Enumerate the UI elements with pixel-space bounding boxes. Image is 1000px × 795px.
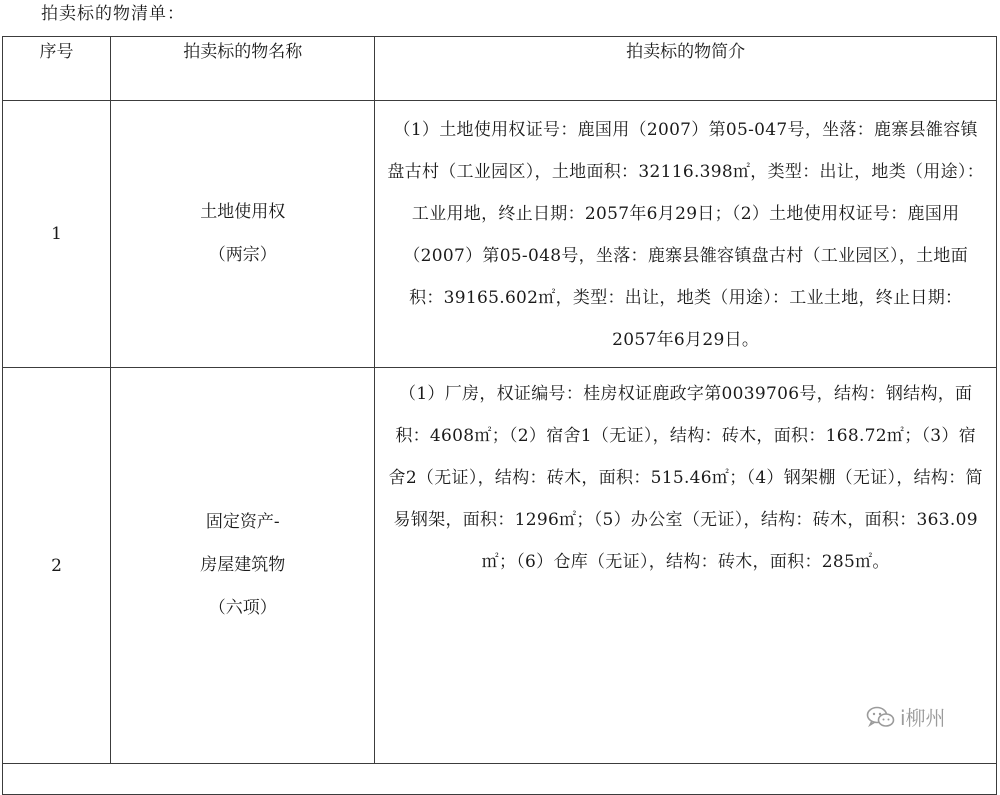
header-item-name: 拍卖标的物名称 [111, 37, 375, 101]
header-serial-number: 序号 [3, 37, 111, 101]
item-name-line: 土地使用权 [200, 202, 286, 222]
row-serial-number: 2 [3, 368, 111, 764]
row-serial-number: 1 [3, 101, 111, 368]
item-name-line: 固定资产- [205, 512, 280, 532]
wechat-icon [866, 705, 896, 729]
row-item-description: （1）厂房，权证编号：桂房权证鹿政字第0039706号，结构：钢结构，面积：4608㎡；（2）宿舍1（无证），结构：砖木，面积：168.72㎡；（3）宿舍2（无证），结构：砖木，面积：515.46㎡；（4）钢架棚（无证），结构：简易钢架，面积：1296㎡；（5）办公室（无证），结构：砖木，面积：363.09㎡；（6）仓库（无证），结构：砖木，面积：285㎡。 [375, 368, 997, 764]
table-header-row [3, 37, 997, 101]
watermark [866, 702, 946, 731]
item-name-line: 房屋建筑物 [200, 555, 286, 575]
item-name-line: （两宗） [208, 245, 277, 265]
header-item-description: 拍卖标的物简介 [375, 37, 997, 101]
table-row [3, 101, 997, 368]
row-item-name [111, 368, 375, 764]
list-caption: 拍卖标的物清单： [41, 4, 185, 24]
auction-items-table [2, 36, 997, 795]
row-item-description: （1）土地使用权证号：鹿国用（2007）第05-047号，坐落：鹿寨县雒容镇盘古村（工业园区），土地面积：32116.398㎡，类型：出让，地类（用途）：工业用地，终止日期：2057年6月29日；（2）土地使用权证号：鹿国用（2007）第05-048号，坐落：鹿寨县雒容镇盘古村（工业园区），土地面积：39165.602㎡，类型：出让，地类（用途）：工业土地，终止日期：2057年6月29日。 [375, 101, 997, 368]
watermark-label: i柳州 [900, 706, 946, 730]
row-item-name [111, 101, 375, 368]
table-row [3, 368, 997, 764]
table-continuation-row [3, 764, 997, 795]
table-row [3, 764, 997, 795]
item-name-line: （六项） [208, 598, 277, 618]
